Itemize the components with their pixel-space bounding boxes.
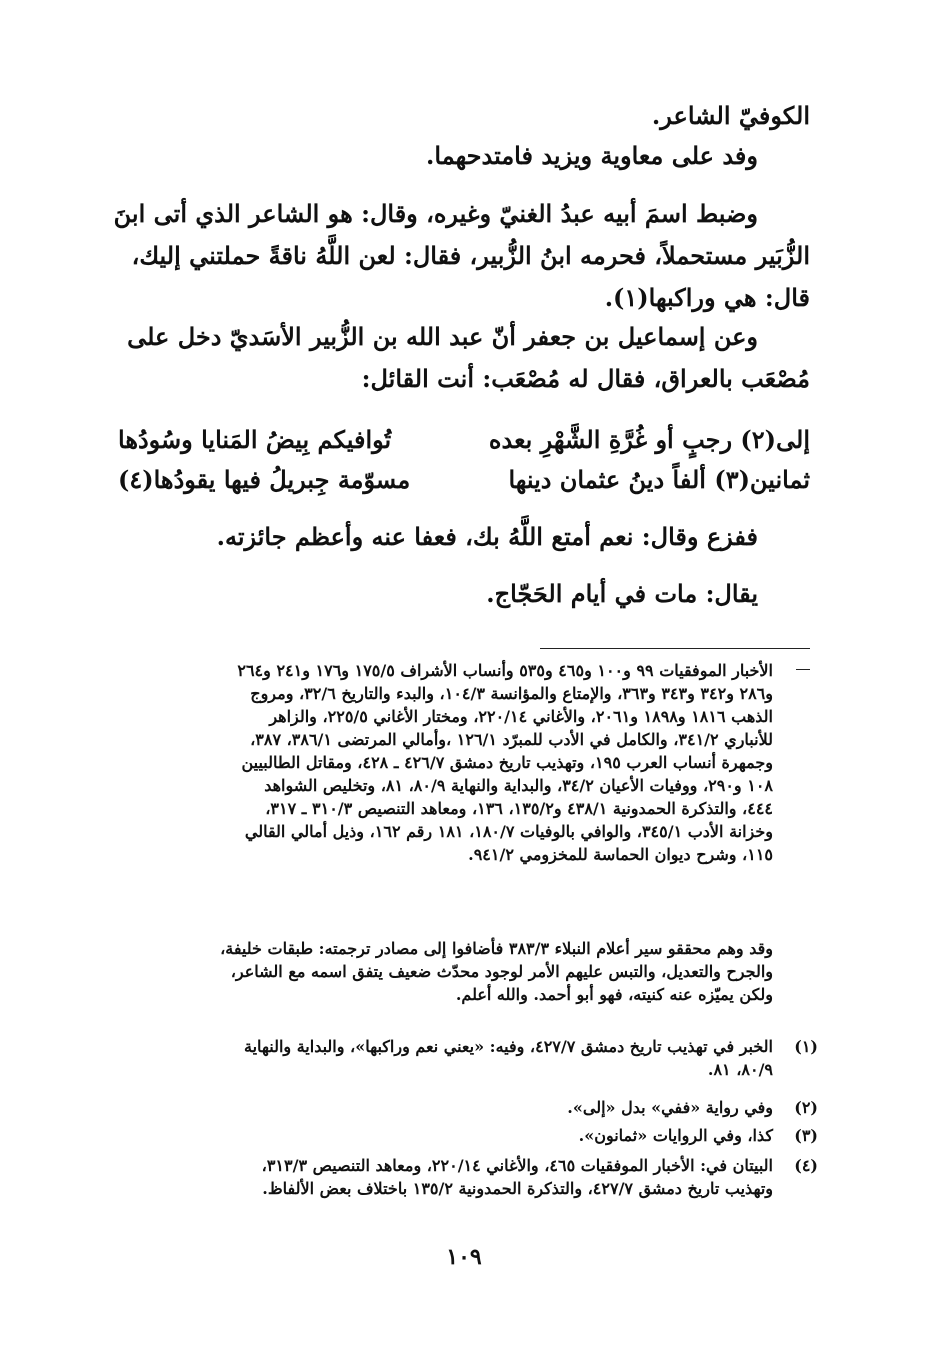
verse-2-second-hemistich: مسوّمة جِبريلُ فيها يقودُها(٤) — [118, 465, 411, 494]
paragraph-2: وفد على معاوية ويزيد فامتدحهما. — [426, 141, 758, 170]
footnote-line: ولكن يميّزه عنه كنيته، فهو أبو أحمد. والله أعلم. — [455, 985, 773, 1004]
footnote-separator — [540, 648, 810, 649]
footnote-line: الخبر في تهذيب تاريخ دمشق ٤٢٧/٧، وفيه: «يعني نعم وراكبها»، والبداية والنهاية — [244, 1037, 773, 1056]
footnote-line: وتهذيب تاريخ دمشق ٤٢٧/٧، والتذكرة الحمدونية ١٣٥/٢ باختلاف بعض الألفاظ. — [262, 1179, 773, 1198]
footnote-4 — [262, 1156, 773, 1199]
paragraph-6: يقال: مات في أيام الحَجّاج. — [486, 579, 758, 608]
footnote-line: وفي رواية «ففي» بدل «إلى». — [567, 1098, 773, 1117]
footnote-line: وجمهرة أنساب العرب ١٩٥، وتهذيب تاريخ دمشق ٤٢٦/٧ ـ ٤٢٨، ومقاتل الطالبيين — [241, 753, 773, 772]
footnote-number: (١) — [794, 1037, 818, 1056]
footnote-line: و٢٨٦ و٣٤٢ و٣٤٣ و٣٦٣، والإمتاع والمؤانسة ١٠٤/٣، والبدء والتاريخ ٣٢/٦، ومروج — [250, 684, 773, 703]
paragraph-3-line: الزُّبَير مستحملاً، فحرمه ابنُ الزُّبير، فقال: لعن اللَّهُ ناقةً حملتني إليك، — [131, 241, 810, 270]
footnote-line: الأخبار الموفقيات ٩٩ و١٠٠ و٤٦٥ و٥٣٥ وأنساب الأشراف ١٧٥/٥ و١٧٦ و٢٤١ و٢٦٤ — [237, 661, 773, 680]
footnote-line: البيتان في: الأخبار الموفقيات ٤٦٥، والأغاني ٢٢٠/١٤، ومعاهد التنصيص ٣١٣/٣، — [261, 1156, 773, 1175]
paragraph-3-line: وضبط اسمَ أبيه عبدُ الغنيّ وغيره، وقال: هو الشاعر الذي أتى ابنَ — [113, 199, 758, 228]
footnote-line: ٤٤٤، والتذكرة الحمدونية ٤٣٨/١ و١٣٥/٢، ١٣٦، ومعاهد التنصيص ٣١٠/٣ ـ ٣١٧، — [265, 799, 773, 818]
footnote-line: وخزانة الأدب ٣٤٥/١، والوافي بالوفيات ١٨٠/٧، ١٨١ رقم ١٦٢، وذيل أمالي القالي — [244, 822, 773, 841]
footnote-line: ٨٠/٩، ٨١. — [707, 1060, 773, 1079]
paragraph-4-line: مُصْعَب بالعراق، فقال له مُصْعَب: أنت القائل: — [361, 364, 810, 393]
paragraph-3 — [113, 198, 810, 313]
footnote-number: (٤) — [794, 1156, 818, 1175]
footnote-note — [220, 939, 773, 1005]
footnote-number: (٢) — [794, 1098, 818, 1117]
verse-1-first-hemistich: إلى(٢) رجبٍ أو غُرَّةِ الشَّهْرِ بعده — [488, 425, 810, 454]
footnote-1 — [244, 1037, 773, 1080]
footnote-line: وقد وهم محققو سير أعلام النبلاء ٣٨٣/٣ فأضافوا إلى مصادر ترجمته: طبقات خليفة، — [220, 939, 773, 958]
footnote-continuation — [237, 661, 773, 865]
footnote-2 — [567, 1098, 773, 1118]
paragraph-5: ففزع وقال: نعم أمتع اللَّهُ بك، فعفا عنه وأعظم جائزته. — [216, 522, 758, 551]
paragraph-4 — [127, 321, 810, 394]
footnote-3 — [579, 1126, 773, 1146]
footnote-line: ١٠٨ و٢٩٠، ووفيات الأعيان ٣٤/٢، والبداية والنهاية ٨٠/٩، ٨١، وتخليص الشواهد — [264, 776, 773, 795]
paragraph-4-line: وعن إسماعيل بن جعفر أنّ عبد الله بن الزُّبير الأسَديّ دخل على — [127, 322, 758, 351]
paragraph-1: الكوفيّ الشاعر. — [651, 101, 810, 130]
footnote-line: كذا، وفي الروايات «ثمانون». — [578, 1126, 773, 1145]
footnote-line: الذهب ١٨١٦ و١٨٩٨ و٢٠٦١، والأغاني ٢٢٠/١٤، ومختار الأغاني ٢٢٥/٥، والزاهر — [269, 707, 773, 726]
verse-1-second-hemistich: تُوافيكم بِيضُ المَنايا وسُودُها — [118, 425, 392, 454]
footnote-line: والجرح والتعديل، والتبس عليهم الأمر لوجود محدّث ضعيف يتفق اسمه مع الشاعر، — [230, 962, 773, 981]
footnote-number: (٣) — [794, 1126, 818, 1145]
page-number: ١٠٩ — [446, 1244, 482, 1270]
footnote-line: ١١٥، وشرح ديوان الحماسة للمخزومي ٩٤١/٢. — [468, 845, 773, 864]
verse-2-first-hemistich: ثمانين(٣) ألفاً دينُ عثمان دينها — [508, 465, 810, 494]
paragraph-3-line: قال: هي وراكبها(١). — [604, 283, 810, 312]
footnote-line: للأنباري ٣٤١/٢، والكامل في الأدب للمبرّد ١٢٦/١ ،وأمالي المرتضى ٣٨٦/١، ٣٨٧، — [250, 730, 773, 749]
continuation-dash — [796, 669, 810, 670]
